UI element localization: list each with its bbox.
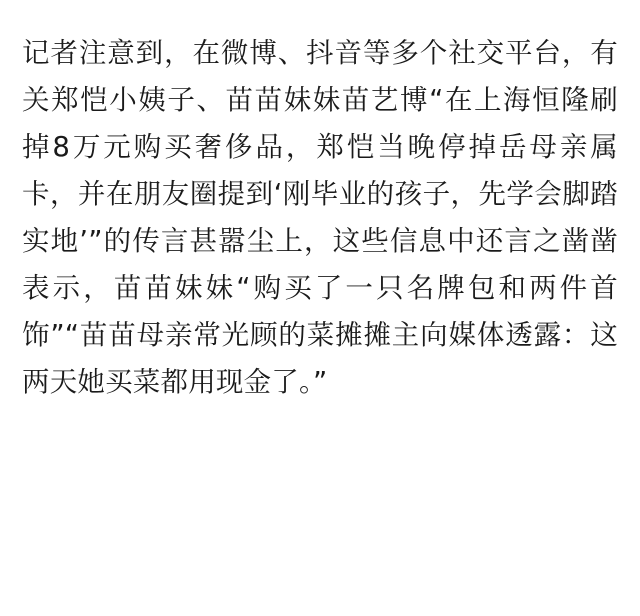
article-paragraph: 记者注意到，在微博、抖音等多个社交平台，有关郑恺小姨子、苗苗妹妹苗艺博“在上海恒隆刷掉8万元购买奢侈品，郑恺当晚停掉岳母亲属卡，并在朋友圈提到‘刚毕业的孩子，先学会脚踏实地’”的传言甚嚣尘上，这些信息中还言之凿凿表示，苗苗妹妹“购买了一只名牌包和两件首饰”“苗苗母亲常光顾的菜摊摊主向媒体透露：这两天她买菜都用现金了。” — [22, 37, 618, 398]
article-body — [22, 30, 618, 406]
